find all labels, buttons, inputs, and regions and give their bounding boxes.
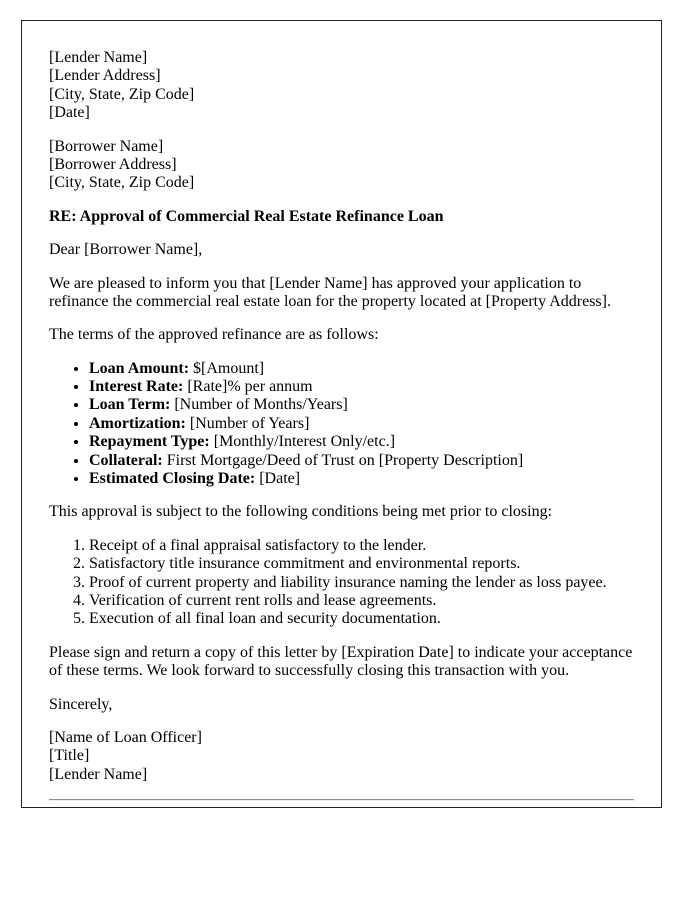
closing-paragraph: Please sign and return a copy of this letter by [Expiration Date] to indicate your acceptance of these terms. We look forward to successfully closing this transaction with you.: [49, 643, 633, 680]
borrower-name-line: [Borrower Name]: [49, 137, 164, 155]
term-item-collateral: [89, 452, 634, 470]
signature-block: [49, 729, 634, 784]
term-label: Collateral:: [89, 451, 163, 469]
term-value: $[Amount]: [193, 359, 265, 377]
lender-address-line: [Lender Address]: [49, 67, 161, 85]
letter-date-line: [Date]: [49, 104, 90, 122]
term-label: Repayment Type:: [89, 433, 210, 451]
term-label: Interest Rate:: [89, 378, 184, 396]
term-item-amortization: [89, 415, 634, 433]
loan-terms-list: [49, 360, 634, 489]
signature-lender-line: [Lender Name]: [49, 765, 148, 783]
term-value: First Mortgage/Deed of Trust on [Property Description]: [166, 451, 524, 469]
condition-item: 5. Execution of all final loan and security documentation.: [89, 610, 634, 628]
term-item-repayment-type: [89, 433, 634, 451]
signature-title-line: [Title]: [49, 747, 90, 765]
condition-item: 4. Verification of current rent rolls and lease agreements.: [89, 592, 634, 610]
intro-paragraph: We are pleased to inform you that [Lender Name] has approved your application to refinance the commercial real estate loan for the property located at [Property Address].: [49, 274, 611, 310]
term-item-loan-amount: [89, 360, 634, 378]
condition-item: 3. Proof of current property and liability insurance naming the lender as loss payee.: [89, 574, 634, 592]
closing-conditions-list: [49, 537, 634, 629]
conditions-intro: This approval is subject to the following conditions being met prior to closing:: [49, 503, 553, 521]
lender-address-block: [49, 49, 634, 123]
bottom-divider: [49, 799, 634, 801]
signature-name-line: [Name of Loan Officer]: [49, 728, 202, 746]
term-item-closing-date: [89, 470, 634, 488]
letter-document: [21, 20, 662, 808]
term-label: Amortization:: [89, 414, 186, 432]
term-value: [Rate]% per annum: [187, 378, 313, 396]
lender-name-line: [Lender Name]: [49, 49, 148, 66]
borrower-city-state-zip-line: [City, State, Zip Code]: [49, 174, 195, 192]
salutation: Dear [Borrower Name],: [49, 241, 203, 259]
terms-intro: The terms of the approved refinance are as follows:: [49, 326, 379, 344]
term-item-interest-rate: [89, 378, 634, 396]
borrower-address-line: [Borrower Address]: [49, 155, 177, 173]
lender-city-state-zip-line: [City, State, Zip Code]: [49, 85, 195, 103]
term-value: [Date]: [259, 470, 301, 488]
condition-item: 2. Satisfactory title insurance commitment and environmental reports.: [89, 555, 634, 573]
term-label: Estimated Closing Date:: [89, 470, 256, 488]
signoff: Sincerely,: [49, 695, 113, 713]
condition-item: 1. Receipt of a final appraisal satisfactory to the lender.: [89, 537, 634, 555]
term-value: [Monthly/Interest Only/etc.]: [213, 433, 396, 451]
subject-line: RE: Approval of Commercial Real Estate Refinance Loan: [49, 207, 444, 225]
borrower-address-block: [49, 138, 634, 193]
term-value: [Number of Years]: [189, 414, 310, 432]
term-value: [Number of Months/Years]: [174, 396, 348, 414]
term-item-loan-term: [89, 396, 634, 414]
term-label: Loan Amount:: [89, 359, 190, 377]
term-label: Loan Term:: [89, 396, 171, 414]
